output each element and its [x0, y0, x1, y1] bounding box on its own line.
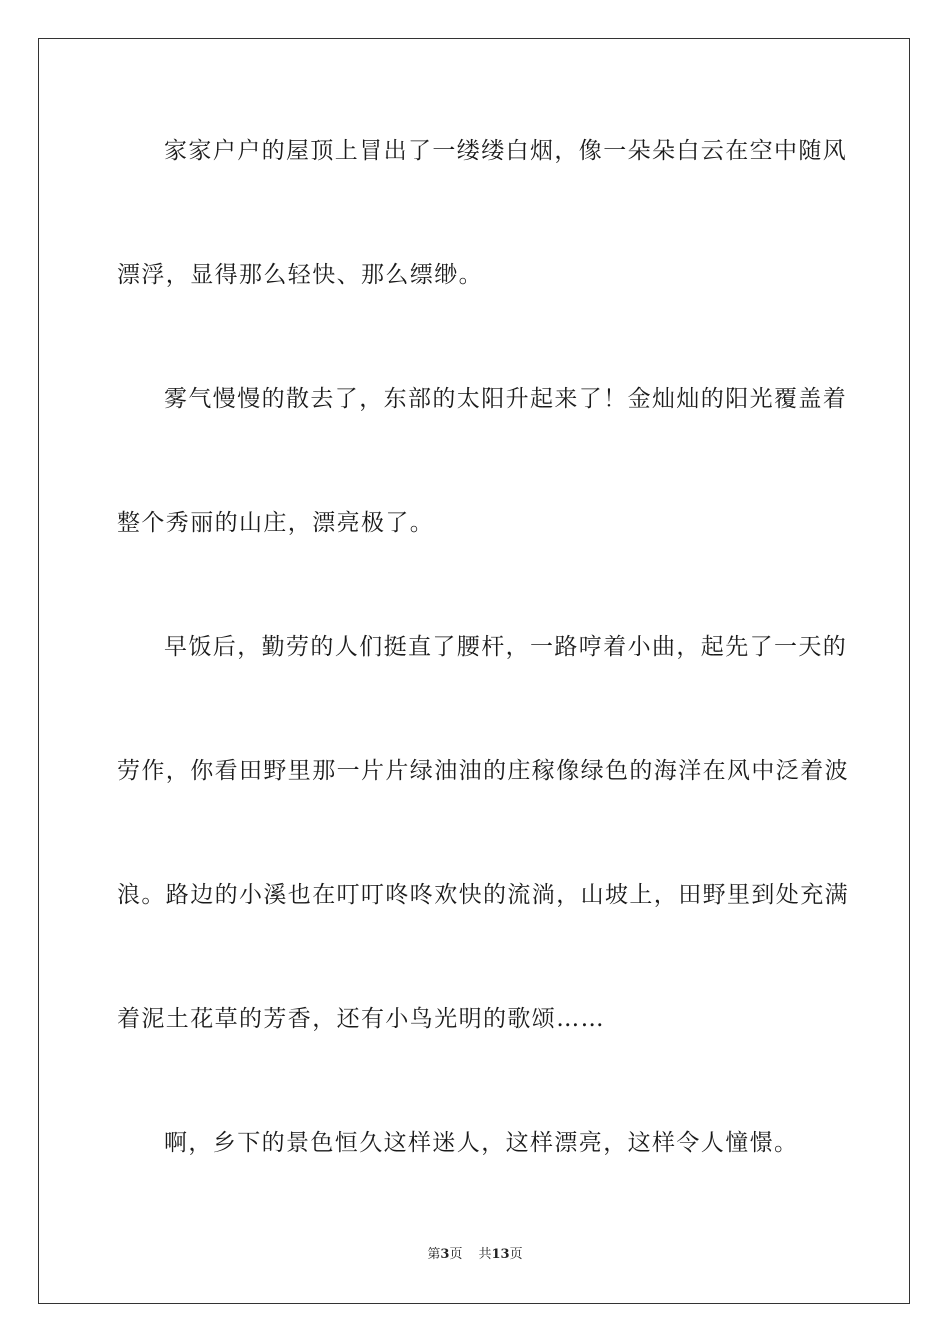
paragraph-3-line-4: 着泥土花草的芳香，还有小鸟光明的歌颂……: [117, 1006, 605, 1032]
paragraph-1-line-1: 家家户户的屋顶上冒出了一缕缕白烟，像一朵朵白云在空中随风: [164, 138, 848, 164]
page-footer: [0, 1246, 950, 1264]
page-suffix: 页: [449, 1247, 463, 1262]
total-prefix: 共: [478, 1247, 492, 1262]
paragraph-3-line-2: 劳作，你看田野里那一片片绿油油的庄稼像绿色的海洋在风中泛着波: [117, 758, 849, 784]
page-prefix: 第: [427, 1247, 441, 1262]
paragraph-3-line-1: 早饭后，勤劳的人们挺直了腰杆，一路哼着小曲，起先了一天的: [164, 634, 848, 660]
paragraph-3-line-3: 浪。路边的小溪也在叮叮咚咚欢快的流淌，山坡上，田野里到处充满: [117, 882, 849, 908]
paragraph-4-line-1: 啊，乡下的景色恒久这样迷人，这样漂亮，这样令人憧憬。: [164, 1130, 799, 1156]
total-suffix: 页: [509, 1247, 523, 1262]
total-pages: 13: [491, 1247, 510, 1262]
paragraph-1-line-2: 漂浮，显得那么轻快、那么缥缈。: [117, 262, 483, 288]
page-number: 3: [440, 1247, 450, 1262]
page-border: [38, 38, 910, 1304]
paragraph-2-line-1: 雾气慢慢的散去了，东部的太阳升起来了！金灿灿的阳光覆盖着: [164, 386, 848, 412]
paragraph-2-line-2: 整个秀丽的山庄，漂亮极了。: [117, 510, 435, 536]
